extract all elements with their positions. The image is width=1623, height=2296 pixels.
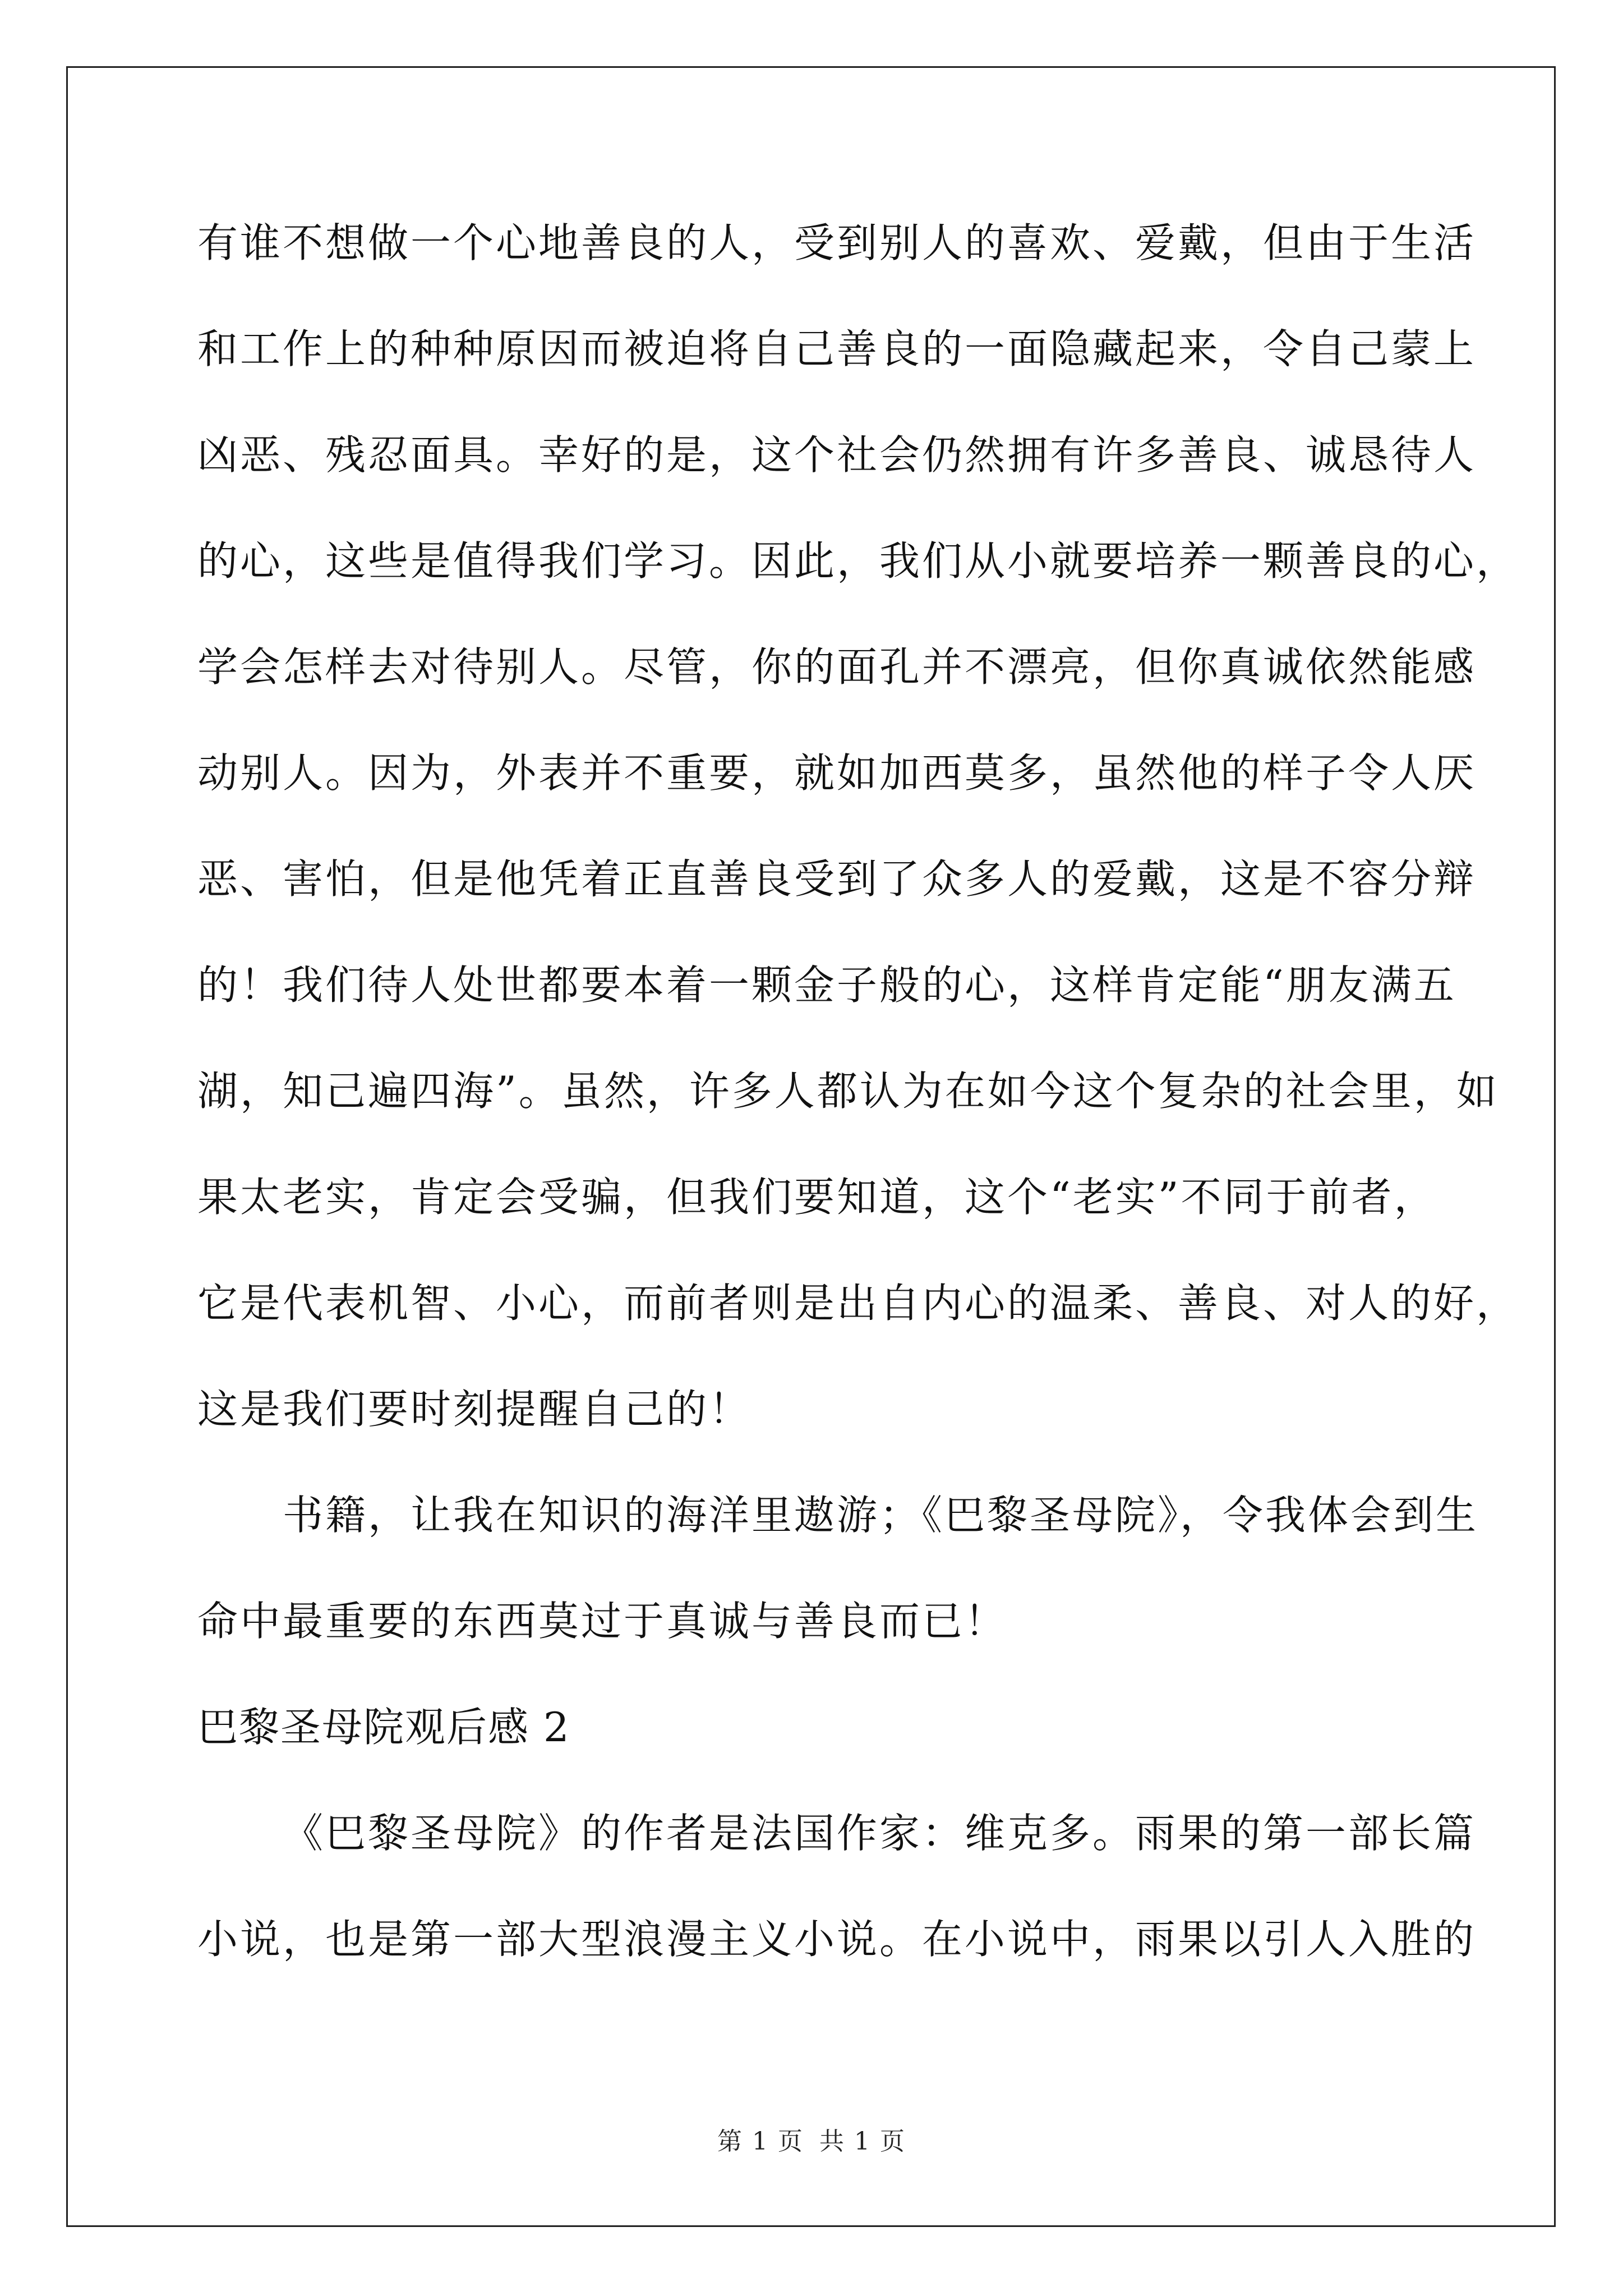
text-line: 湖，知己遍四海”。虽然，许多人都认为在如今这个复杂的社会里，如 xyxy=(197,1068,1499,1115)
text-line: 它是代表机智、小心，而前者则是出自内心的温柔、善良、对人的好， xyxy=(197,1280,1519,1327)
text-line: 学会怎样去对待别人。尽管，你的面孔并不漂亮，但你真诚依然能感 xyxy=(197,643,1477,691)
page-footer xyxy=(0,2121,1623,2157)
text-line: 的！我们待人处世都要本着一颗金子般的心，这样肯定能“朋友满五 xyxy=(197,961,1456,1009)
text-line: 凶恶、残忍面具。幸好的是，这个社会仍然拥有许多善良、诚恳待人 xyxy=(197,431,1477,478)
text-line: 的心，这些是值得我们学习。因此，我们从小就要培养一颗善良的心， xyxy=(197,537,1519,585)
page-total: 共 1 页 xyxy=(819,2127,906,2156)
text-line: 果太老实，肯定会受骗，但我们要知道，这个“老实”不同于前者， xyxy=(197,1174,1437,1221)
text-line: 命中最重要的东西莫过于真诚与善良而已！ xyxy=(197,1598,1008,1645)
text-line: 小说，也是第一部大型浪漫主义小说。在小说中，雨果以引人入胜的 xyxy=(197,1916,1477,1963)
text-line: 这是我们要时刻提醒自己的！ xyxy=(197,1386,752,1433)
page-number: 第 1 页 xyxy=(717,2127,804,2156)
text-line: 《巴黎圣母院》的作者是法国作家：维克多。雨果的第一部长篇 xyxy=(283,1810,1477,1857)
text-line: 和工作上的种种原因而被迫将自己善良的一面隐藏起来，令自己蒙上 xyxy=(197,325,1477,372)
section-heading: 巴黎圣母院观后感 2 xyxy=(197,1704,570,1751)
text-line: 动别人。因为，外表并不重要，就如加西莫多，虽然他的样子令人厌 xyxy=(197,749,1477,797)
text-line: 有谁不想做一个心地善良的人，受到别人的喜欢、爱戴，但由于生活 xyxy=(197,219,1477,266)
text-line: 书籍，让我在知识的海洋里遨游；《巴黎圣母院》，令我体会到生 xyxy=(283,1492,1479,1539)
text-line: 恶、害怕，但是他凭着正直善良受到了众多人的爱戴，这是不容分辩 xyxy=(197,855,1477,903)
document-body xyxy=(197,212,1519,2014)
